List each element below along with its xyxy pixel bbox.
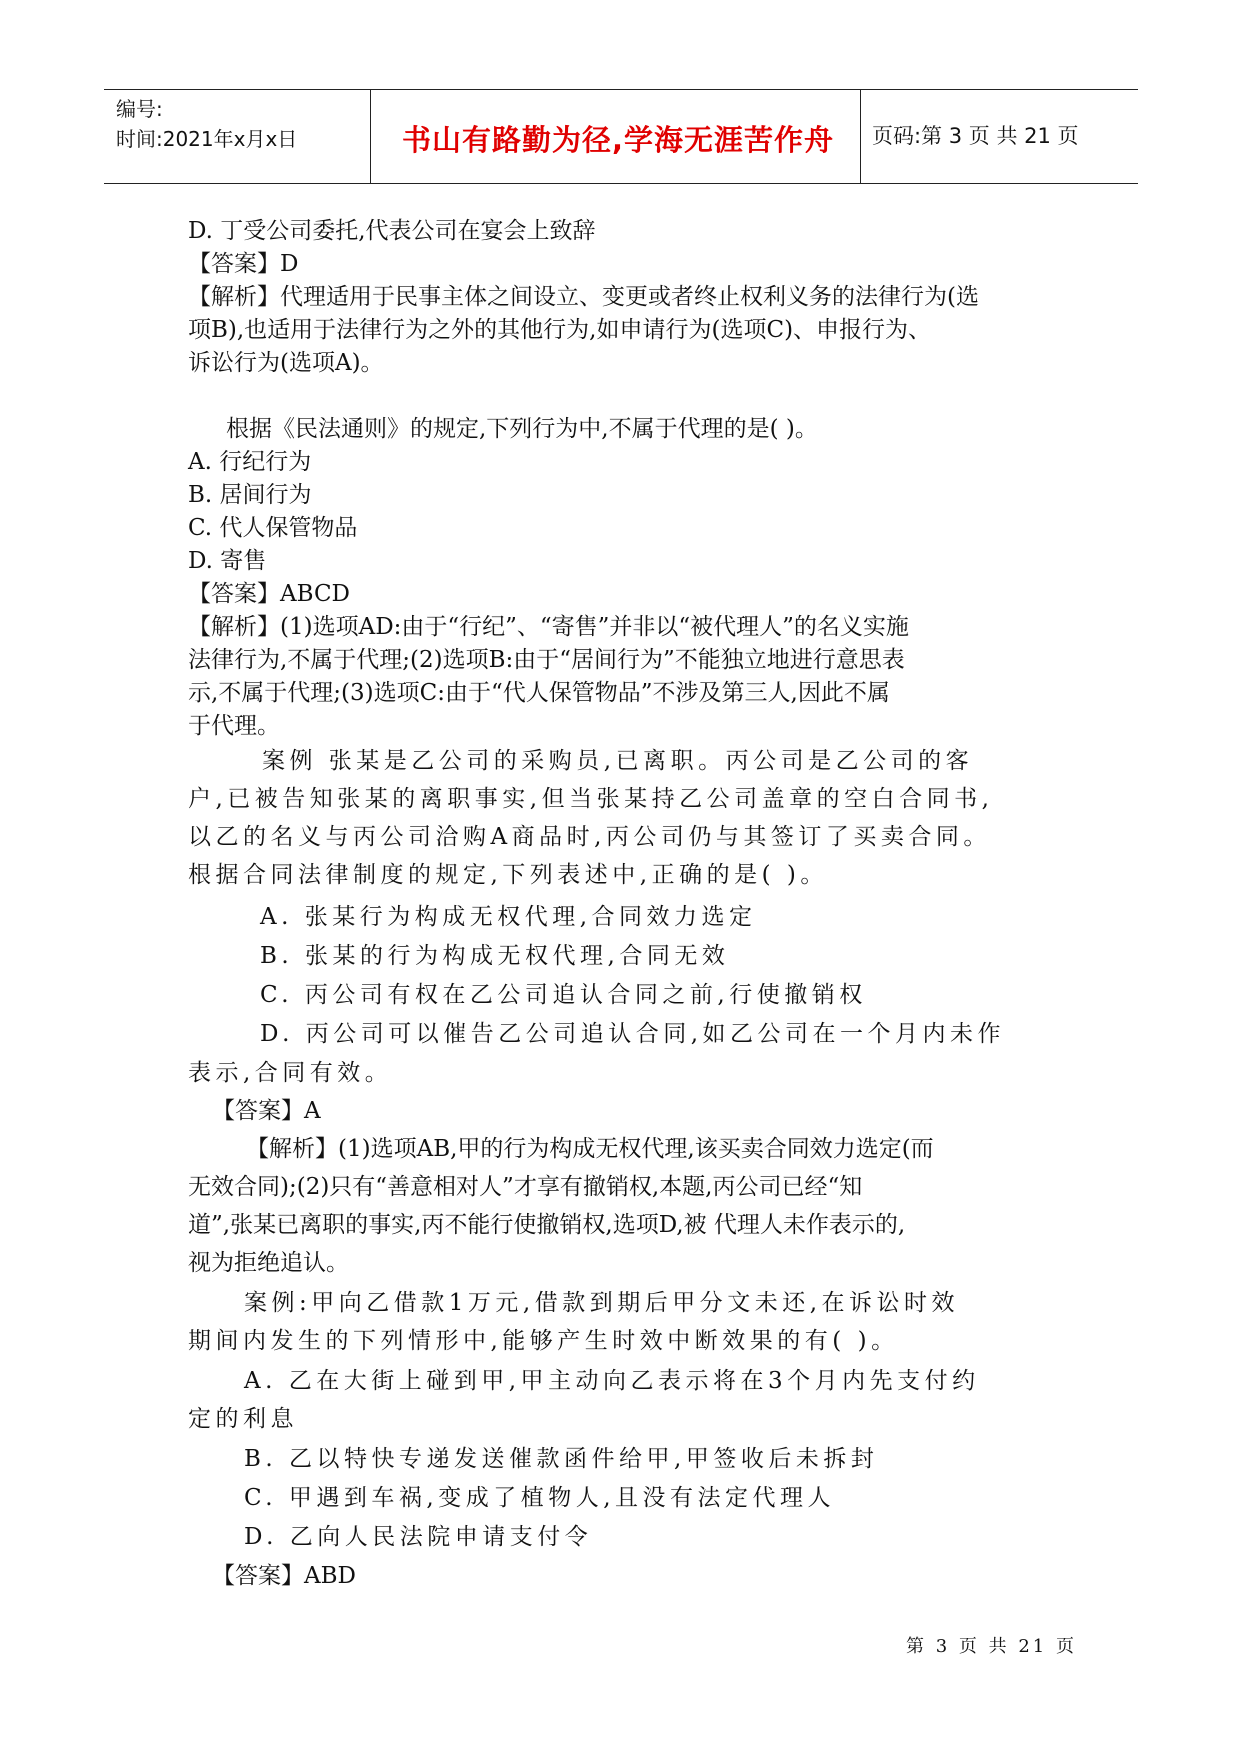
text-line: 根据合同法律制度的规定,下列表述中,正确的是( )。 — [188, 862, 828, 888]
text-line: 【答案】ABCD — [188, 581, 350, 607]
text-line: 以乙的名义与丙公司洽购A商品时,丙公司仍与其签订了买卖合同。 — [188, 824, 991, 850]
text-line: 【解析】代理适用于民事主体之间设立、变更或者终止权利义务的法律行为(选 — [188, 284, 979, 310]
page-footer: 第 3 页 共 21 页 — [906, 1636, 1077, 1657]
text-line: 期间内发生的下列情形中,能够产生时效中断效果的有( )。 — [188, 1328, 899, 1354]
text-line: 道”,张某已离职的事实,丙不能行使撤销权,选项D,被 代理人未作表示的, — [188, 1212, 906, 1238]
document-number-label: 编号: — [116, 97, 163, 121]
text-line: 【答案】A — [212, 1098, 321, 1124]
text-line: 【答案】D — [188, 251, 299, 277]
header-motto: 书山有路勤为径,学海无涯苦作舟 — [401, 123, 835, 157]
text-line: 案例:甲向乙借款1万元,借款到期后甲分文未还,在诉讼时效 — [244, 1290, 960, 1316]
page-header — [104, 89, 1138, 184]
text-line: B. 居间行为 — [188, 482, 312, 508]
document-time-label: 时间:2021年x月x日 — [116, 127, 298, 151]
text-line: C. 丙公司有权在乙公司追认合同之前,行使撤销权 — [260, 982, 867, 1008]
text-line: A. 乙在大街上碰到甲,甲主动向乙表示将在3个月内先支付约 — [244, 1368, 980, 1394]
text-line: A. 行纪行为 — [188, 449, 312, 475]
text-line: D. 乙向人民法院申请支付令 — [244, 1524, 593, 1550]
text-line: C. 代人保管物品 — [188, 515, 358, 541]
text-line: 法律行为,不属于代理;(2)选项B:由于“居间行为”不能独立地进行意思表 — [188, 647, 905, 673]
header-left — [116, 94, 297, 154]
text-line: D. 丁受公司委托,代表公司在宴会上致辞 — [188, 218, 596, 244]
text-line: D. 丙公司可以催告乙公司追认合同,如乙公司在一个月内未作 — [260, 1021, 1006, 1047]
header-divider — [370, 90, 371, 183]
text-line: B. 乙以特快专递发送催款函件给甲,甲签收后未拆封 — [244, 1446, 879, 1472]
text-line: 无效合同);(2)只有“善意相对人”才享有撤销权,本题,丙公司已经“知 — [188, 1174, 863, 1200]
text-line: 于代理。 — [188, 713, 280, 739]
text-line: C. 甲遇到车祸,变成了植物人,且没有法定代理人 — [244, 1485, 836, 1511]
text-line: 表示,合同有效。 — [188, 1060, 393, 1086]
text-line: 定的利息 — [188, 1406, 298, 1432]
text-line: 案例 张某是乙公司的采购员,已离职。丙公司是乙公司的客 — [262, 748, 974, 774]
header-page-number: 页码:第 3 页 共 21 页 — [872, 124, 1079, 148]
text-line: B. 张某的行为构成无权代理,合同无效 — [260, 943, 730, 969]
text-line: 户,已被告知张某的离职事实,但当张某持乙公司盖章的空白合同书, — [188, 786, 994, 812]
text-line: 根据《民法通则》的规定,下列行为中,不属于代理的是( )。 — [226, 416, 818, 442]
text-line: 【解析】(1)选项AD:由于“行纪”、“寄售”并非以“被代理人”的名义实施 — [188, 614, 909, 640]
text-line: A. 张某行为构成无权代理,合同效力选定 — [260, 904, 757, 930]
text-line: D. 寄售 — [188, 548, 267, 574]
text-line: 视为拒绝追认。 — [188, 1250, 349, 1276]
text-line: 【解析】(1)选项AB,甲的行为构成无权代理,该买卖合同效力选定(而 — [246, 1136, 934, 1162]
header-divider — [860, 90, 861, 183]
text-line: 【答案】ABD — [212, 1563, 356, 1589]
text-line: 项B),也适用于法律行为之外的其他行为,如申请行为(选项C)、申报行为、 — [188, 317, 932, 343]
text-line: 诉讼行为(选项A)。 — [188, 350, 384, 376]
text-line: 示,不属于代理;(3)选项C:由于“代人保管物品”不涉及第三人,因此不属 — [188, 680, 890, 706]
